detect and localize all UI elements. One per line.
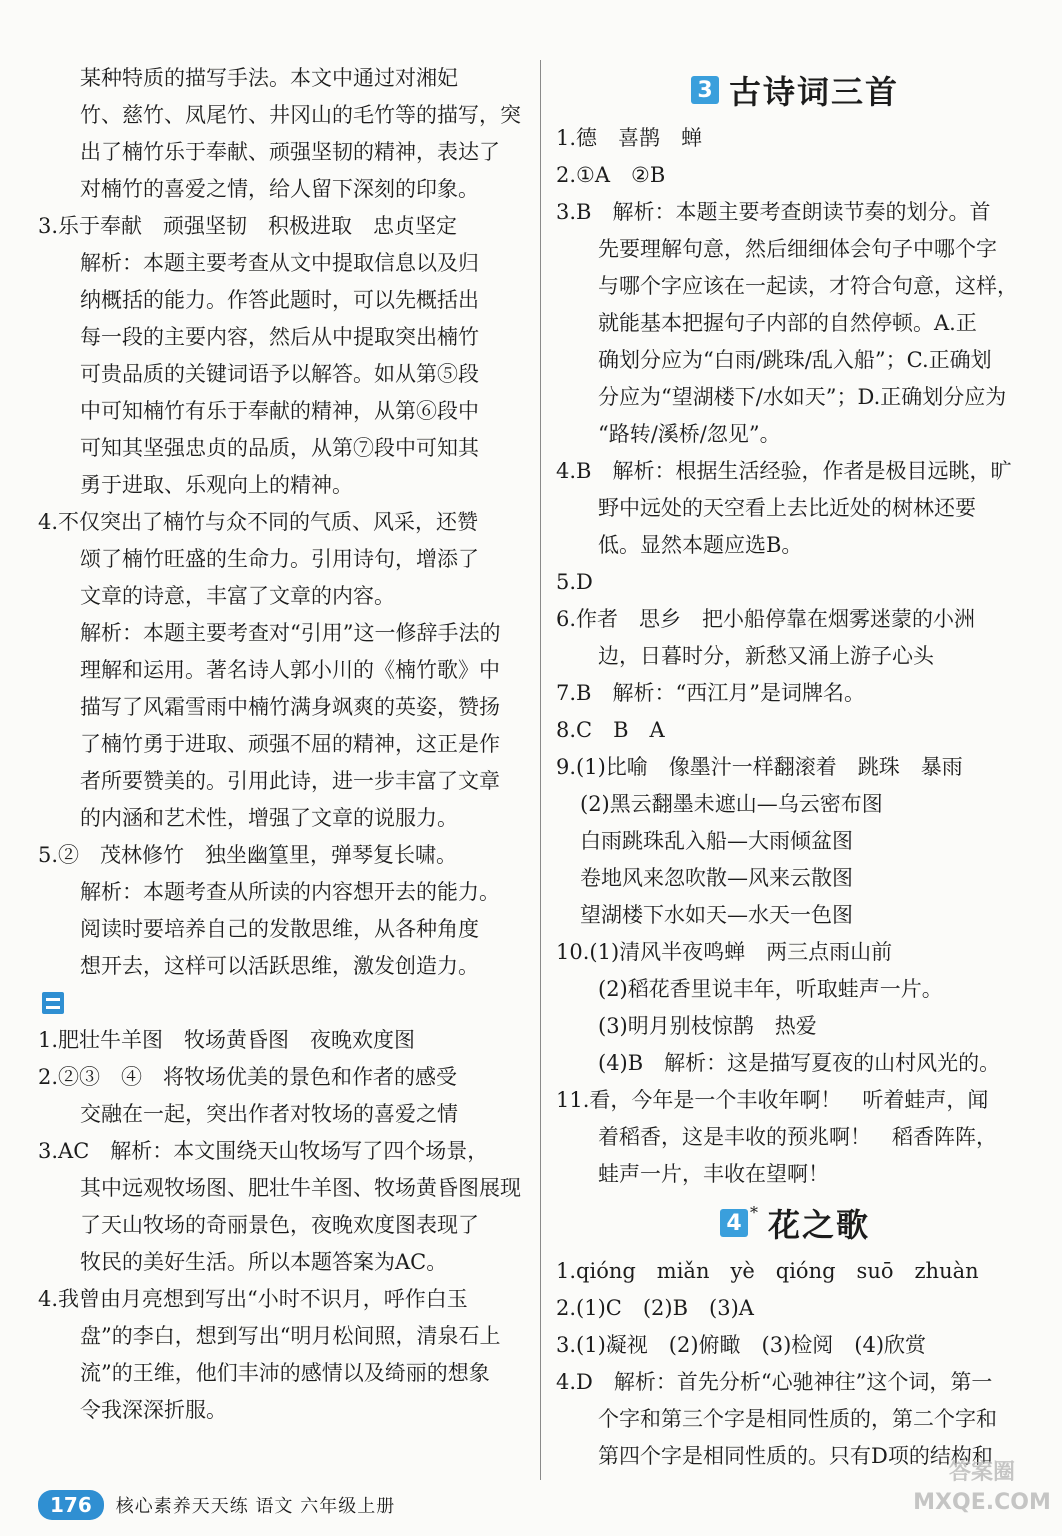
text-line: 4.D 解析：首先分析“心驰神往”这个词，第一 bbox=[556, 1370, 993, 1394]
text-line: 着稻香，这是丰收的预兆啊！ 稻香阵阵， bbox=[598, 1125, 997, 1149]
left-answers-part2 bbox=[38, 1022, 528, 1429]
section-star: * bbox=[749, 1203, 758, 1222]
watermark-text-cn: 答案圈 bbox=[948, 1460, 1015, 1485]
text-line: 盘”的李白，想到写出“明月松间照，清泉石上 bbox=[80, 1324, 501, 1348]
text-line: 纳概括的能力。作答此题时，可以先概括出 bbox=[80, 288, 479, 312]
left-answers-part1 bbox=[38, 60, 528, 985]
er-section-icon bbox=[42, 992, 64, 1014]
text-line: (2)稻花香里说丰年，听取蛙声一片。 bbox=[598, 977, 943, 1001]
text-line: 勇于进取、乐观向上的精神。 bbox=[80, 473, 353, 497]
section-number-badge: 4 bbox=[720, 1209, 748, 1237]
text-line: 了天山牧场的奇丽景色，夜晚欢度图表现了 bbox=[80, 1213, 479, 1237]
text-line: 野中远处的天空看上去比近处的树林还要 bbox=[598, 496, 976, 520]
text-line: 个字和第三个字是相同性质的，第二个字和 bbox=[598, 1407, 997, 1431]
text-line: 每一段的主要内容，然后从中提取突出楠竹 bbox=[80, 325, 479, 349]
text-line: 3.(1)凝视 (2)俯瞰 (3)检阅 (4)欣赏 bbox=[556, 1333, 927, 1357]
text-line: (4)B 解析：这是描写夏夜的山村风光的。 bbox=[598, 1051, 1001, 1075]
text-line: 先要理解句意，然后细细体会句子中哪个字 bbox=[598, 237, 997, 261]
text-line: 边，日暮时分，新愁又涌上游子心头 bbox=[598, 644, 934, 668]
text-line: 某种特质的描写手法。本文中通过对湘妃 bbox=[80, 66, 458, 90]
text-line: 5.D bbox=[556, 570, 593, 594]
text-line: 7.B 解析：“西江月”是词牌名。 bbox=[556, 681, 865, 705]
text-line: 了楠竹勇于进取、顽强不屈的精神，这正是作 bbox=[80, 732, 500, 756]
text-line: 3.B 解析：本题主要考查朗读节奏的划分。首 bbox=[556, 200, 991, 224]
text-line: 分应为“望湖楼下/水如天”；D.正确划分应为 bbox=[598, 385, 1007, 409]
section-title: 花之歌 bbox=[767, 1206, 870, 1244]
text-line: 1.肥壮牛羊图 牧场黄昏图 夜晚欢度图 bbox=[38, 1028, 416, 1052]
text-line: 2.①A ②B bbox=[556, 163, 666, 187]
text-line: 理解和运用。著名诗人郭小川的《楠竹歌》中 bbox=[80, 658, 500, 682]
section-number-badge: 3 bbox=[691, 76, 719, 104]
text-line: 4.不仅突出了楠竹与众不同的气质、风采，还赞 bbox=[38, 510, 479, 534]
right-column bbox=[556, 60, 1034, 1475]
text-line: 流”的王维，他们丰沛的感情以及绮丽的想象 bbox=[80, 1361, 490, 1385]
text-line: 的内涵和艺术性，增强了文章的说服力。 bbox=[80, 806, 458, 830]
text-line: 可贵品质的关键词语予以解答。如从第⑤段 bbox=[80, 362, 479, 386]
text-line: 解析：本题主要考查对“引用”这一修辞手法的 bbox=[80, 621, 501, 645]
text-line: 想开去，这样可以活跃思维，激发创造力。 bbox=[80, 954, 479, 978]
text-line: 解析：本题考查从所读的内容想开去的能力。 bbox=[80, 880, 500, 904]
text-line: 低。显然本题应选B。 bbox=[598, 533, 803, 557]
text-line: 3.乐于奉献 顽强坚韧 积极进取 忠贞坚定 bbox=[38, 214, 458, 238]
text-line: 对楠竹的喜爱之情，给人留下深刻的印象。 bbox=[80, 177, 479, 201]
text-line: (3)明月别枝惊鹊 热爱 bbox=[598, 1014, 817, 1038]
text-line: 1.德 喜鹊 蝉 bbox=[556, 126, 703, 150]
right-answers-part2 bbox=[556, 1253, 1034, 1475]
left-column bbox=[38, 60, 528, 1429]
column-divider bbox=[540, 60, 541, 1480]
text-line: 令我深深折服。 bbox=[80, 1398, 227, 1422]
text-line: 文章的诗意，丰富了文章的内容。 bbox=[80, 584, 395, 608]
text-line: 中可知楠竹有乐于奉献的精神，从第⑥段中 bbox=[80, 399, 479, 423]
text-line: 6.作者 思乡 把小船停靠在烟雾迷蒙的小洲 bbox=[556, 607, 976, 631]
page-footer bbox=[38, 1490, 395, 1520]
section-3-heading bbox=[556, 60, 1034, 120]
text-line: 2.(1)C (2)B (3)A bbox=[556, 1296, 754, 1320]
text-line: 8.C B A bbox=[556, 718, 665, 742]
text-line: 望湖楼下水如天—水天一色图 bbox=[580, 903, 853, 927]
text-line: 第四个字是相同性质的。只有D项的结构和 bbox=[598, 1444, 993, 1468]
text-line: 10.(1)清风半夜鸣蝉 两三点雨山前 bbox=[556, 940, 893, 964]
text-line: 解析：本题主要考查从文中提取信息以及归 bbox=[80, 251, 479, 275]
text-line: 其中远观牧场图、肥壮牛羊图、牧场黄昏图展现 bbox=[80, 1176, 521, 1200]
text-line: 确划分应为“白雨/跳珠/乱入船”；C.正确划 bbox=[598, 348, 992, 372]
text-line: 11.看，今年是一个丰收年啊！ 听着蛙声，闻 bbox=[556, 1088, 989, 1112]
text-line: 就能基本把握句子内部的自然停顿。A.正 bbox=[598, 311, 977, 335]
text-line: 与哪个字应该在一起读，才符合句意，这样， bbox=[598, 274, 1018, 298]
watermark-text-url: MXQE.COM bbox=[913, 1490, 1051, 1515]
text-line: 9.(1)比喻 像墨汁一样翻滚着 跳珠 暴雨 bbox=[556, 755, 963, 779]
text-line: 阅读时要培养自己的发散思维，从各种角度 bbox=[80, 917, 479, 941]
text-line: 1.qióng miǎn yè qióng suō zhuàn bbox=[556, 1259, 979, 1283]
text-line: 出了楠竹乐于奉献、顽强坚韧的精神，表达了 bbox=[80, 140, 500, 164]
text-line: 可知其坚强忠贞的品质，从第⑦段中可知其 bbox=[80, 436, 479, 460]
text-line: 3.AC 解析：本文围绕天山牧场写了四个场景， bbox=[38, 1139, 489, 1163]
text-line: 描写了风霜雪雨中楠竹满身飒爽的英姿，赞扬 bbox=[80, 695, 500, 719]
text-line: 牧民的美好生活。所以本题答案为AC。 bbox=[80, 1250, 448, 1274]
section-er-marker bbox=[38, 985, 528, 1022]
right-answers-part1 bbox=[556, 120, 1034, 1193]
text-line: 卷地风来忽吹散—风来云散图 bbox=[580, 866, 853, 890]
text-line: “路转/溪桥/忽见”。 bbox=[598, 422, 781, 446]
text-line: 2.②③ ④ 将牧场优美的景色和作者的感受 bbox=[38, 1065, 458, 1089]
book-title: 核心素养天天练 语文 六年级上册 bbox=[115, 1496, 396, 1517]
page-number: 176 bbox=[38, 1490, 104, 1520]
text-line: 颂了楠竹旺盛的生命力。引用诗句，增添了 bbox=[80, 547, 479, 571]
section-4-heading bbox=[556, 1193, 1034, 1253]
text-line: 竹、慈竹、凤尾竹、井冈山的毛竹等的描写，突 bbox=[80, 103, 521, 127]
text-line: 蛙声一片，丰收在望啊！ bbox=[598, 1162, 829, 1186]
watermark-logo bbox=[912, 1458, 1052, 1528]
text-line: 者所要赞美的。引用此诗，进一步丰富了文章 bbox=[80, 769, 500, 793]
text-line: (2)黑云翻墨未遮山—乌云密布图 bbox=[580, 792, 883, 816]
text-line: 白雨跳珠乱入船—大雨倾盆图 bbox=[580, 829, 853, 853]
section-title: 古诗词三首 bbox=[728, 73, 899, 111]
text-line: 4.B 解析：根据生活经验，作者是极目远眺，旷 bbox=[556, 459, 1012, 483]
text-line: 5.② 茂林修竹 独坐幽篁里，弹琴复长啸。 bbox=[38, 843, 458, 867]
text-line: 4.我曾由月亮想到写出“小时不识月，呼作白玉 bbox=[38, 1287, 468, 1311]
text-line: 交融在一起，突出作者对牧场的喜爱之情 bbox=[80, 1102, 458, 1126]
